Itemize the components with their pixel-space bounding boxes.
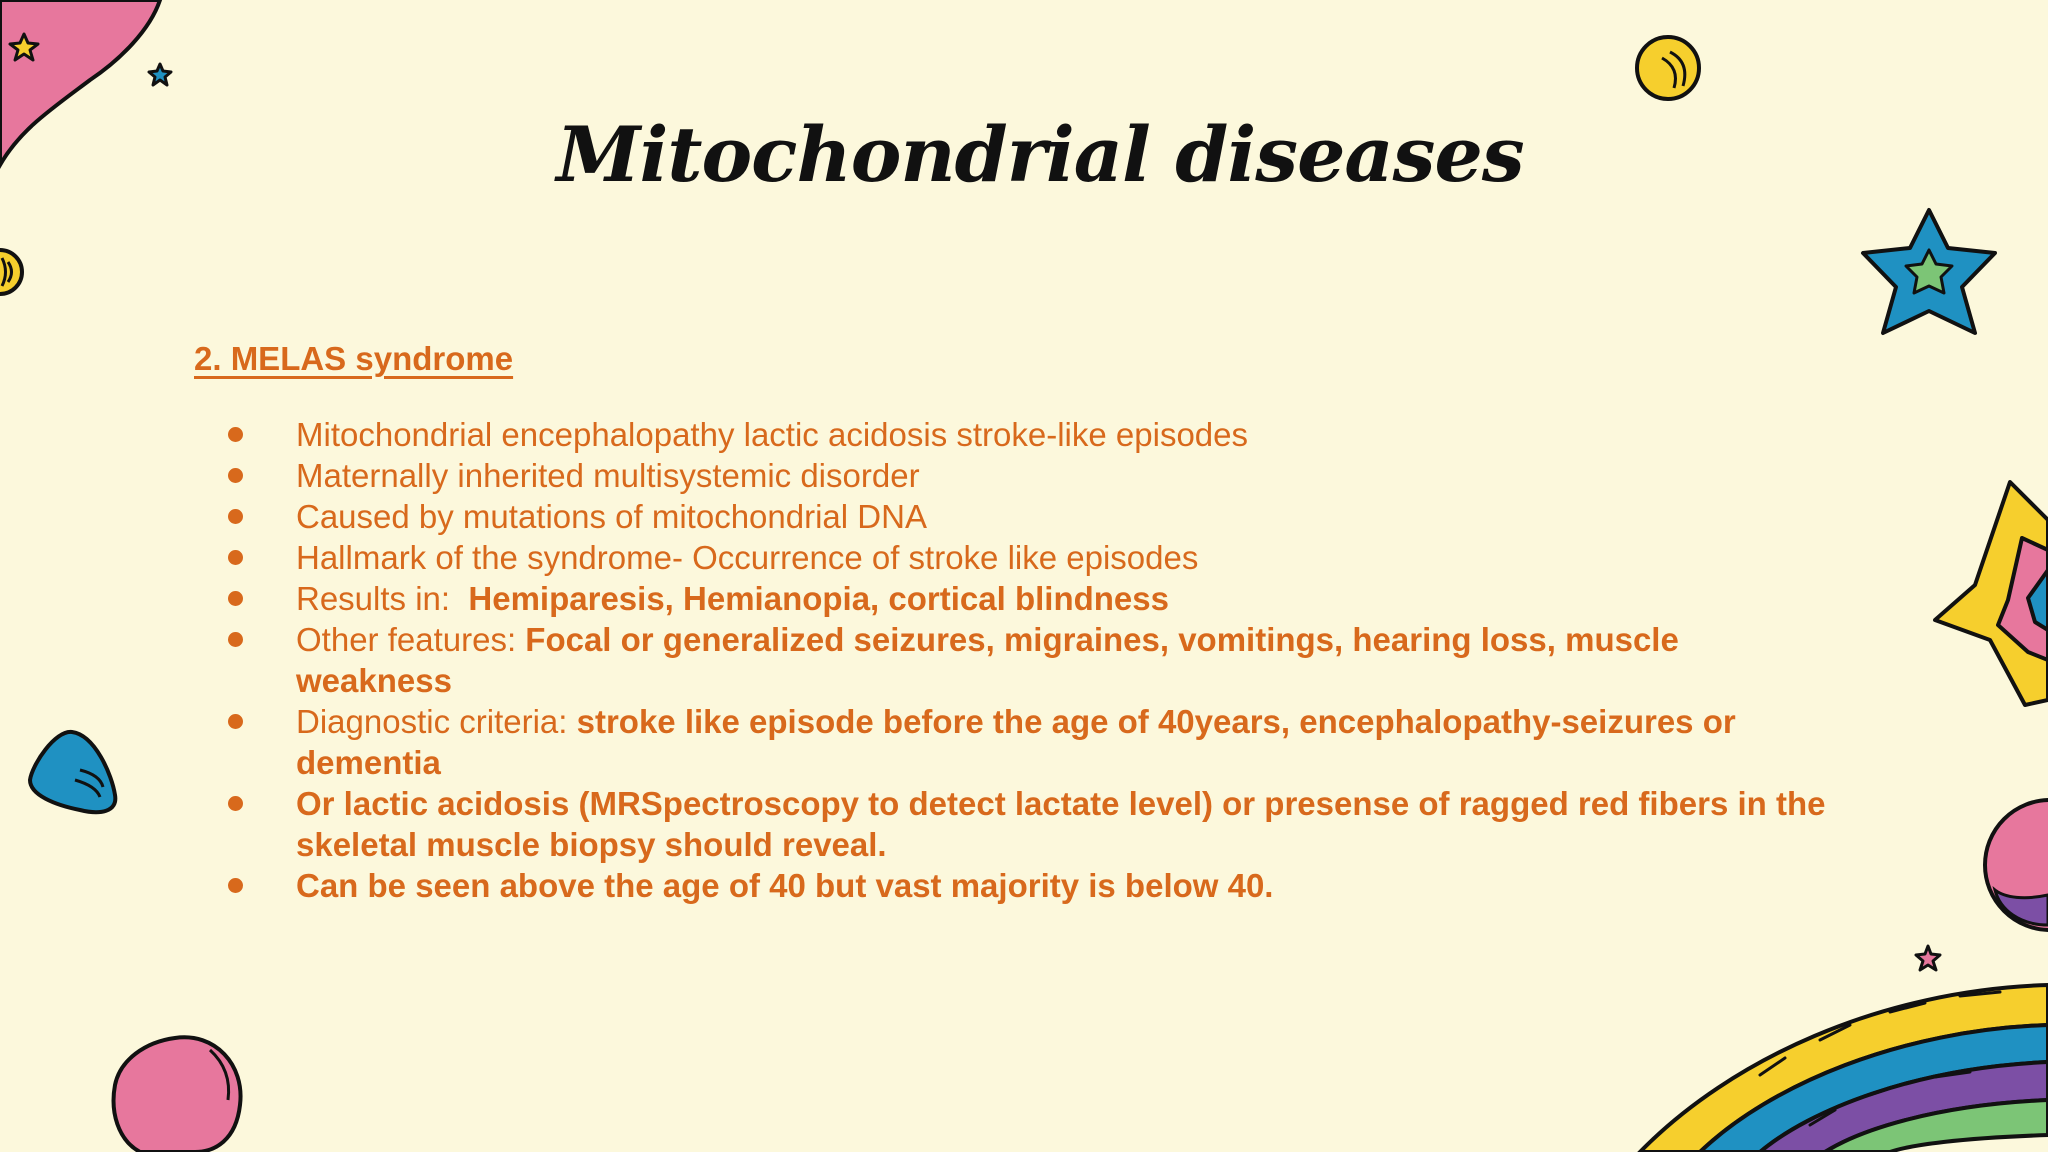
- bullet-item-hallmark: [224, 537, 1834, 578]
- slide-title: Mitochondrial diseases: [556, 110, 1524, 199]
- bullet-bold-text: Can be seen above the age of 40 but vast majority is below 40.: [296, 867, 1274, 904]
- bullet-text: Diagnostic criteria:: [296, 703, 577, 740]
- bullet-dot-icon: [228, 714, 243, 729]
- bullet-text: Caused by mutations of mitochondrial DNA: [296, 498, 927, 535]
- bullet-dot-icon: [228, 550, 243, 565]
- bullet-item-diagnostic-criteria: [224, 701, 1834, 783]
- bullet-text: Maternally inherited multisystemic disorder: [296, 457, 920, 494]
- bullet-dot-icon: [228, 632, 243, 647]
- pink-ball-right-decoration: [1985, 800, 2048, 930]
- bullet-bold-text: stroke like episode before the age of 40years, encephalopathy-seizures or dementia: [296, 703, 1736, 781]
- blue-star-icon: [1863, 210, 1995, 333]
- bullet-item-results: [224, 578, 1834, 619]
- bullet-dot-icon: [228, 509, 243, 524]
- yellow-ball-left-decoration: [0, 250, 22, 294]
- small-pink-star-icon: [1916, 946, 1940, 970]
- bullet-dot-icon: [228, 427, 243, 442]
- yellow-star-right-icon: [1935, 482, 2048, 705]
- rainbow-decoration: [1640, 985, 2048, 1152]
- bullet-text: Mitochondrial encephalopathy lactic acidosis stroke-like episodes: [296, 416, 1249, 453]
- bullet-item-inheritance: [224, 455, 1834, 496]
- bullet-dot-icon: [228, 796, 243, 811]
- bullet-bold-text: Focal or generalized seizures, migraines, vomitings, hearing loss, muscle weakness: [296, 621, 1679, 699]
- small-blue-star-icon: [149, 64, 171, 85]
- bullet-text: Results in:: [296, 580, 469, 617]
- bullet-item-other-features: [224, 619, 1834, 701]
- blue-pebble-decoration: [30, 732, 115, 812]
- bullet-text: Hallmark of the syndrome- Occurrence of stroke like episodes: [296, 539, 1199, 576]
- bullet-list: [224, 414, 1834, 906]
- bullet-text: Other features:: [296, 621, 526, 658]
- yellow-ball-top-right-decoration: [1637, 37, 1699, 99]
- bullet-dot-icon: [228, 878, 243, 893]
- bullet-item-lactic-acidosis: [224, 783, 1834, 865]
- bullet-item-cause: [224, 496, 1834, 537]
- section-heading: 2. MELAS syndrome: [194, 340, 514, 377]
- bullet-item-age: [224, 865, 1834, 906]
- bullet-dot-icon: [228, 591, 243, 606]
- bullet-dot-icon: [228, 468, 243, 483]
- bullet-bold-text: Hemiparesis, Hemianopia, cortical blindness: [468, 580, 1169, 617]
- bullet-item-definition: [224, 414, 1834, 455]
- pink-ball-bottom-left-decoration: [114, 1037, 241, 1152]
- bullet-bold-text: Or lactic acidosis (MRSpectroscopy to detect lactate level) or presense of ragged red fibers in the skeletal muscle biopsy should reveal.: [296, 785, 1826, 863]
